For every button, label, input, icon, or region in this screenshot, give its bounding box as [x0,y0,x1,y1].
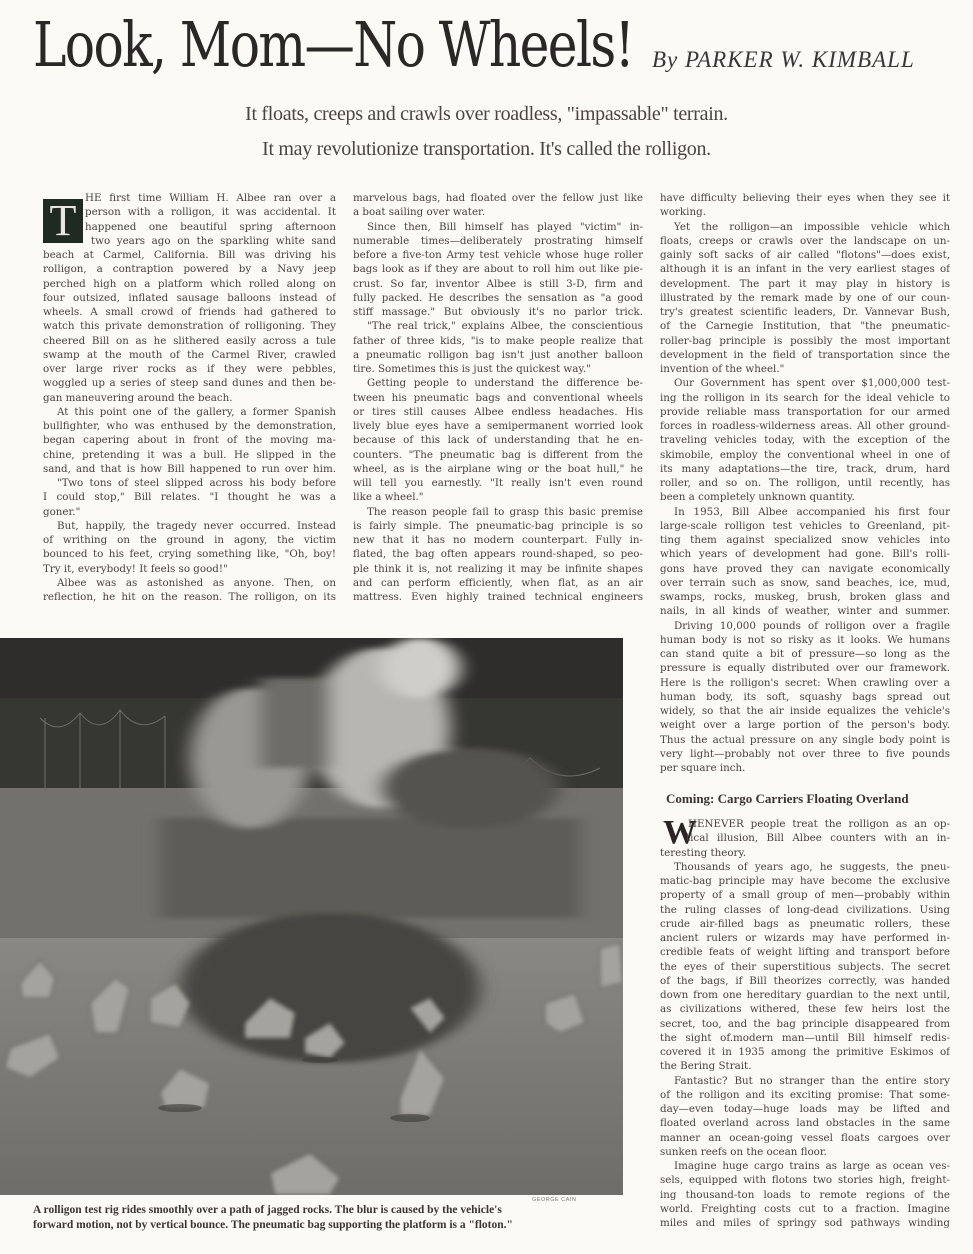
text-line: Thus the actual pressure on any single body point is [660,733,950,746]
text-line: provide reliable mass transportation for our armed [660,405,950,418]
text-line: ing the rolligon in its search for the ideal vehicle to [660,391,950,404]
deck-line-2: It may revolutionize transportation. It's called the rolligon. [262,138,711,160]
text-line: The reason people fail to grasp this basic premise [367,505,643,518]
text-line: or tires still causes Albee endless headaches. His [353,405,643,418]
text-line: gan maneuvering around the beach. [43,391,233,404]
text-line: swamps, rocks, muskeg, brush, broken glass and [660,591,950,603]
photo-credit: GEORGE CAIN [532,1197,577,1203]
text-line: woggled up a series of steep sand dunes and then be- [43,377,336,390]
text-line: stiff massage." But obviously it's no parlor trick. [353,306,643,318]
text-line: sunken reefs on the ocean floor. [660,1145,827,1158]
text-line: new that it has no modern counterpart. Fully in- [353,534,643,546]
text-line: secret, too, and the bag principle disappeared from [660,1017,950,1030]
text-line: beach at Carmel, California. Bill was driving his [43,249,336,261]
text-line: of the Carnegie Institution, that "the pneumatic- [660,320,950,333]
text-line: development in the field of transportation since the [660,348,950,361]
text-line: happened one beautiful spring afternoon [85,220,336,233]
caption-line-2: forward motion, not by vertical bounce. The pneumatic bag supporting the platform is a "floton." [33,1219,513,1231]
text-line: which years of development had gone. Bill's rolli- [660,548,950,561]
text-line: and can perform efficiently, when flat, as an air [353,576,643,589]
text-line: wheel, as is the airplane wing or the boat hull," he [353,462,643,475]
column-1 [43,191,336,604]
text-line: covered it in 1935 among the primitive Eskimos of [660,1046,950,1058]
text-line: watch this private demonstration of rolligoning. They [43,320,336,333]
text-line: pressure is equally distributed over our framework. [660,662,950,675]
text-line: lively blue eyes have a semipermanent worried look [353,420,643,432]
text-line: floated overland across land obstacles in the same [660,1117,950,1130]
text-line: wheels. A small crowd of friends had gathered to [43,306,336,318]
text-line: development. The part it may play in history is [660,277,950,290]
rolligon-photo [0,638,623,1195]
deck-line-1: It floats, creeps and crawls over roadless, "impassable" terrain. [245,103,728,125]
text-line: But, happily, the tragedy never occurred. Instead [57,519,336,532]
text-line: of the bags, if Bill theorizes correctly, was handed [660,974,950,987]
text-line: father of three kids, "is to make people realize that [353,334,643,347]
text-line: perched high on a platform which rolled along on [43,277,336,290]
text-line: ing thousand-ton loads to remote regions of the [660,1188,950,1201]
text-line: as civilizations withered, these few heirs lost the [660,1003,950,1016]
text-line: floats, creeps or crawls over the landscape on un- [660,234,950,247]
text-line: mattress. Even highly trained technical engineers [353,591,643,603]
text-line: world. Freighting costs cut to a fraction. Imagine [660,1202,950,1215]
text-line: illustrated by the remark made by one of our coun- [660,291,950,304]
text-line: forces in roadless-wilderness areas. All other ground- [660,420,950,432]
text-line: have difficulty believing their eyes when they see it [660,192,950,204]
text-line: the eyes of their superstitious subjects. The secret [660,960,950,973]
text-line: two years ago on the sparkling white sand [91,234,336,247]
text-line: day—even today—huge loads may be lifted and [660,1103,950,1115]
text-line: will tell you earnestly. "It really isn't even round [353,477,643,489]
text-line: Our Government has spent over $1,000,000 test- [674,377,950,390]
text-line: been a completely unknown quantity. [660,491,855,504]
text-line: of writhing on the ground in agony, the victim [43,534,336,546]
text-line: manner an ocean-going vessel floats cargoes over [660,1131,950,1144]
text-line: Yet the rolligon—an impossible vehicle which [674,220,950,233]
text-line: the Bering Strait. [660,1060,752,1073]
text-line: Since then, Bill himself has played "victim" in- [367,220,643,233]
text-line: a boat sailing over water. [353,206,486,219]
text-line: Imagine huge cargo trains as large as ocean ves- [674,1160,950,1172]
text-line: roller, and so on. The rolligon, until recently, has [660,477,950,489]
text-line: ple think it is, not realizing it may be infinite shapes [353,562,643,575]
subheading: Coming: Cargo Carriers Floating Overland [666,791,909,806]
text-line: crust. So far, inventor Albee is still 3-D, firm and [353,277,643,290]
text-line: can stand quite a bit of pressure—so long as the [660,648,950,660]
text-line: bounced to his feet, crying something like, "Oh, boy! [43,548,336,561]
text-line: nails, in all kinds of weather, winter and summer. [660,605,950,618]
text-line: of the rolligon and its exciting promise: That some- [660,1088,950,1101]
text-line: In 1953, Bill Albee accompanied his first four [674,505,950,518]
text-line: began capering about in front of the moving ma- [43,434,336,447]
text-line: Fantastic? But no stranger than the entire story [674,1074,950,1087]
text-line: fully packed. He describes the sensation as "a good [353,291,643,304]
text-line: Thousands of years ago, he suggests, the pneu- [674,860,950,873]
drop-cap-w: W [663,814,697,851]
text-line: Albee was as astonished as anyone. Then, on [57,576,336,589]
article-title: Look, Mom—No Wheels! [33,8,634,81]
text-line: over terrain such as snow, sand beaches, ice, mud, [660,576,950,589]
text-line: skimobile, employ the conventional wheel in one of [660,448,950,461]
text-line: marvelous bags, had floated over the fellow just like [353,192,643,204]
text-line: roller-bag principle is possibly the most important [660,334,950,347]
text-line: Here is the rolligon's secret: When crawling over a [660,676,950,689]
text-line: a pneumatic rolligon bag isn't just another balloon [353,348,643,361]
text-line: matic-bag principle may have become the exclusive [660,875,950,887]
text-line: sand, and that is how Bill happened to run over him. [43,462,336,475]
text-line: crude air-filled bags as pneumatic rollers, these [660,917,950,930]
text-line: gainly soft sacks of air called "flotons"—does exist, [660,249,950,261]
text-line: the sight of.modern man—until Bill himself redis- [660,1031,950,1044]
text-line: "Two tons of steel slipped across his body before [57,477,336,489]
caption-line-1: A rolligon test rig rides smoothly over a path of jagged rocks. The blur is caused by the vehicle's [33,1204,502,1216]
text-line: reflection, he hit on the reason. The rolligon, on its [43,591,336,603]
text-line: is fairly simple. The pneumatic-bag principle is so [353,519,643,532]
drop-cap-t: T [43,199,83,243]
text-line: numerable times—deliberately prostrating himself [353,234,643,247]
text-line: tween his pneumatic bags and conventional wheels [353,391,643,404]
text-line: like a wheel." [353,491,424,504]
text-line: chine, pretending it was a bull. He slipped in the [43,448,336,461]
text-line: human body is not so risky as it looks. We humans [660,633,950,646]
text-line: HENEVER people treat the rolligon as an op- [688,818,950,830]
text-line: sels, equipped with flotons two stories high, freight- [660,1174,950,1187]
text-line: credible feats of weight lifting and transport before [660,946,950,959]
column-3-top [660,191,950,775]
text-line: miles and miles of springy sod pathways winding [660,1217,950,1229]
photo-illustration [0,638,623,1195]
column-2 [353,191,643,604]
text-line: per square inch. [660,762,746,774]
text-line: its many adaptations—the tire, track, drum, hard [660,462,950,475]
text-line: weight over a large portion of the person's body. [660,719,950,732]
text-line: rolligon, a contraption powered by a Navy jeep [43,263,336,276]
text-line: HE first time William H. Albee ran over a [85,192,336,204]
text-line: cheered Bill on as he slithered easily across a tule [43,334,336,347]
text-line: ancient rulers or wizards may have performed in- [660,932,950,944]
text-line: ting them against specialized snow vehicles into [660,534,950,546]
text-line: traveling vehicles today, with the exception of the [660,434,950,447]
column-3-bottom [660,814,950,1230]
text-line: Try it, everybody! It feels so good!" [43,562,228,575]
text-line: because of this lack of understanding that he en- [353,434,643,447]
text-line: widely, so that the air inside equalizes the vehicle's [660,705,950,717]
text-line: large-scale rolligon test vehicles to Greenland, pit- [660,519,950,532]
text-line: try's greatest scientific leaders, Dr. Vannevar Bush, [660,306,950,318]
text-line: tire. Sometimes this is just the quickest way." [353,363,591,375]
text-line: Getting people to understand the difference be- [367,377,643,390]
text-line: "The real trick," explains Albee, the conscientious [367,320,643,333]
text-line: At this point one of the gallery, a former Spanish [57,405,336,418]
text-line: down from one hereditary guardian to the next until, [660,989,950,1001]
text-line: the ruling classes of long-dead civilizations. Using [660,903,950,916]
text-line: bags look as if they are about to roll him out like pie- [353,263,643,276]
text-line: teresting theory. [660,846,747,859]
byline: By PARKER W. KIMBALL [652,47,915,72]
text-line: flated, the bag often appears round-shaped, so peo- [353,548,643,561]
text-line: counters. "The pneumatic bag is different from the [353,448,643,461]
text-line: bullfighter, who was enthused by the demonstration, [43,420,336,432]
text-line: very light—probably not over three to five pounds [660,747,950,760]
text-line: four outsized, inflated sausage balloons instead of [43,291,336,304]
text-line: human body, its soft, squashy bags spread out [660,690,950,703]
text-line: invention of the wheel." [660,363,785,375]
text-line: I could stop," Bill relates. "I thought he was a [43,491,336,504]
text-line: working. [660,206,706,219]
text-line: over large river rocks as if they were pebbles, [43,363,336,375]
text-line: before a five-ton Army test vehicle whose huge roller [353,249,643,261]
text-line: goner." [43,505,81,518]
text-line: tical illusion, Bill Albee counters with an in- [686,832,950,845]
text-line: gons have proved they can navigate economically [660,562,950,575]
text-line: person with a rolligon, it was accidental. It [85,206,336,219]
text-line: although it is an infant in the very earliest stages of [660,263,950,276]
text-line: swamp at the mouth of the Carmel River, crawled [43,348,336,361]
text-line: property of a small group of men—probably within [660,889,950,902]
text-line: Driving 10,000 pounds of rolligon over a fragile [674,619,950,632]
